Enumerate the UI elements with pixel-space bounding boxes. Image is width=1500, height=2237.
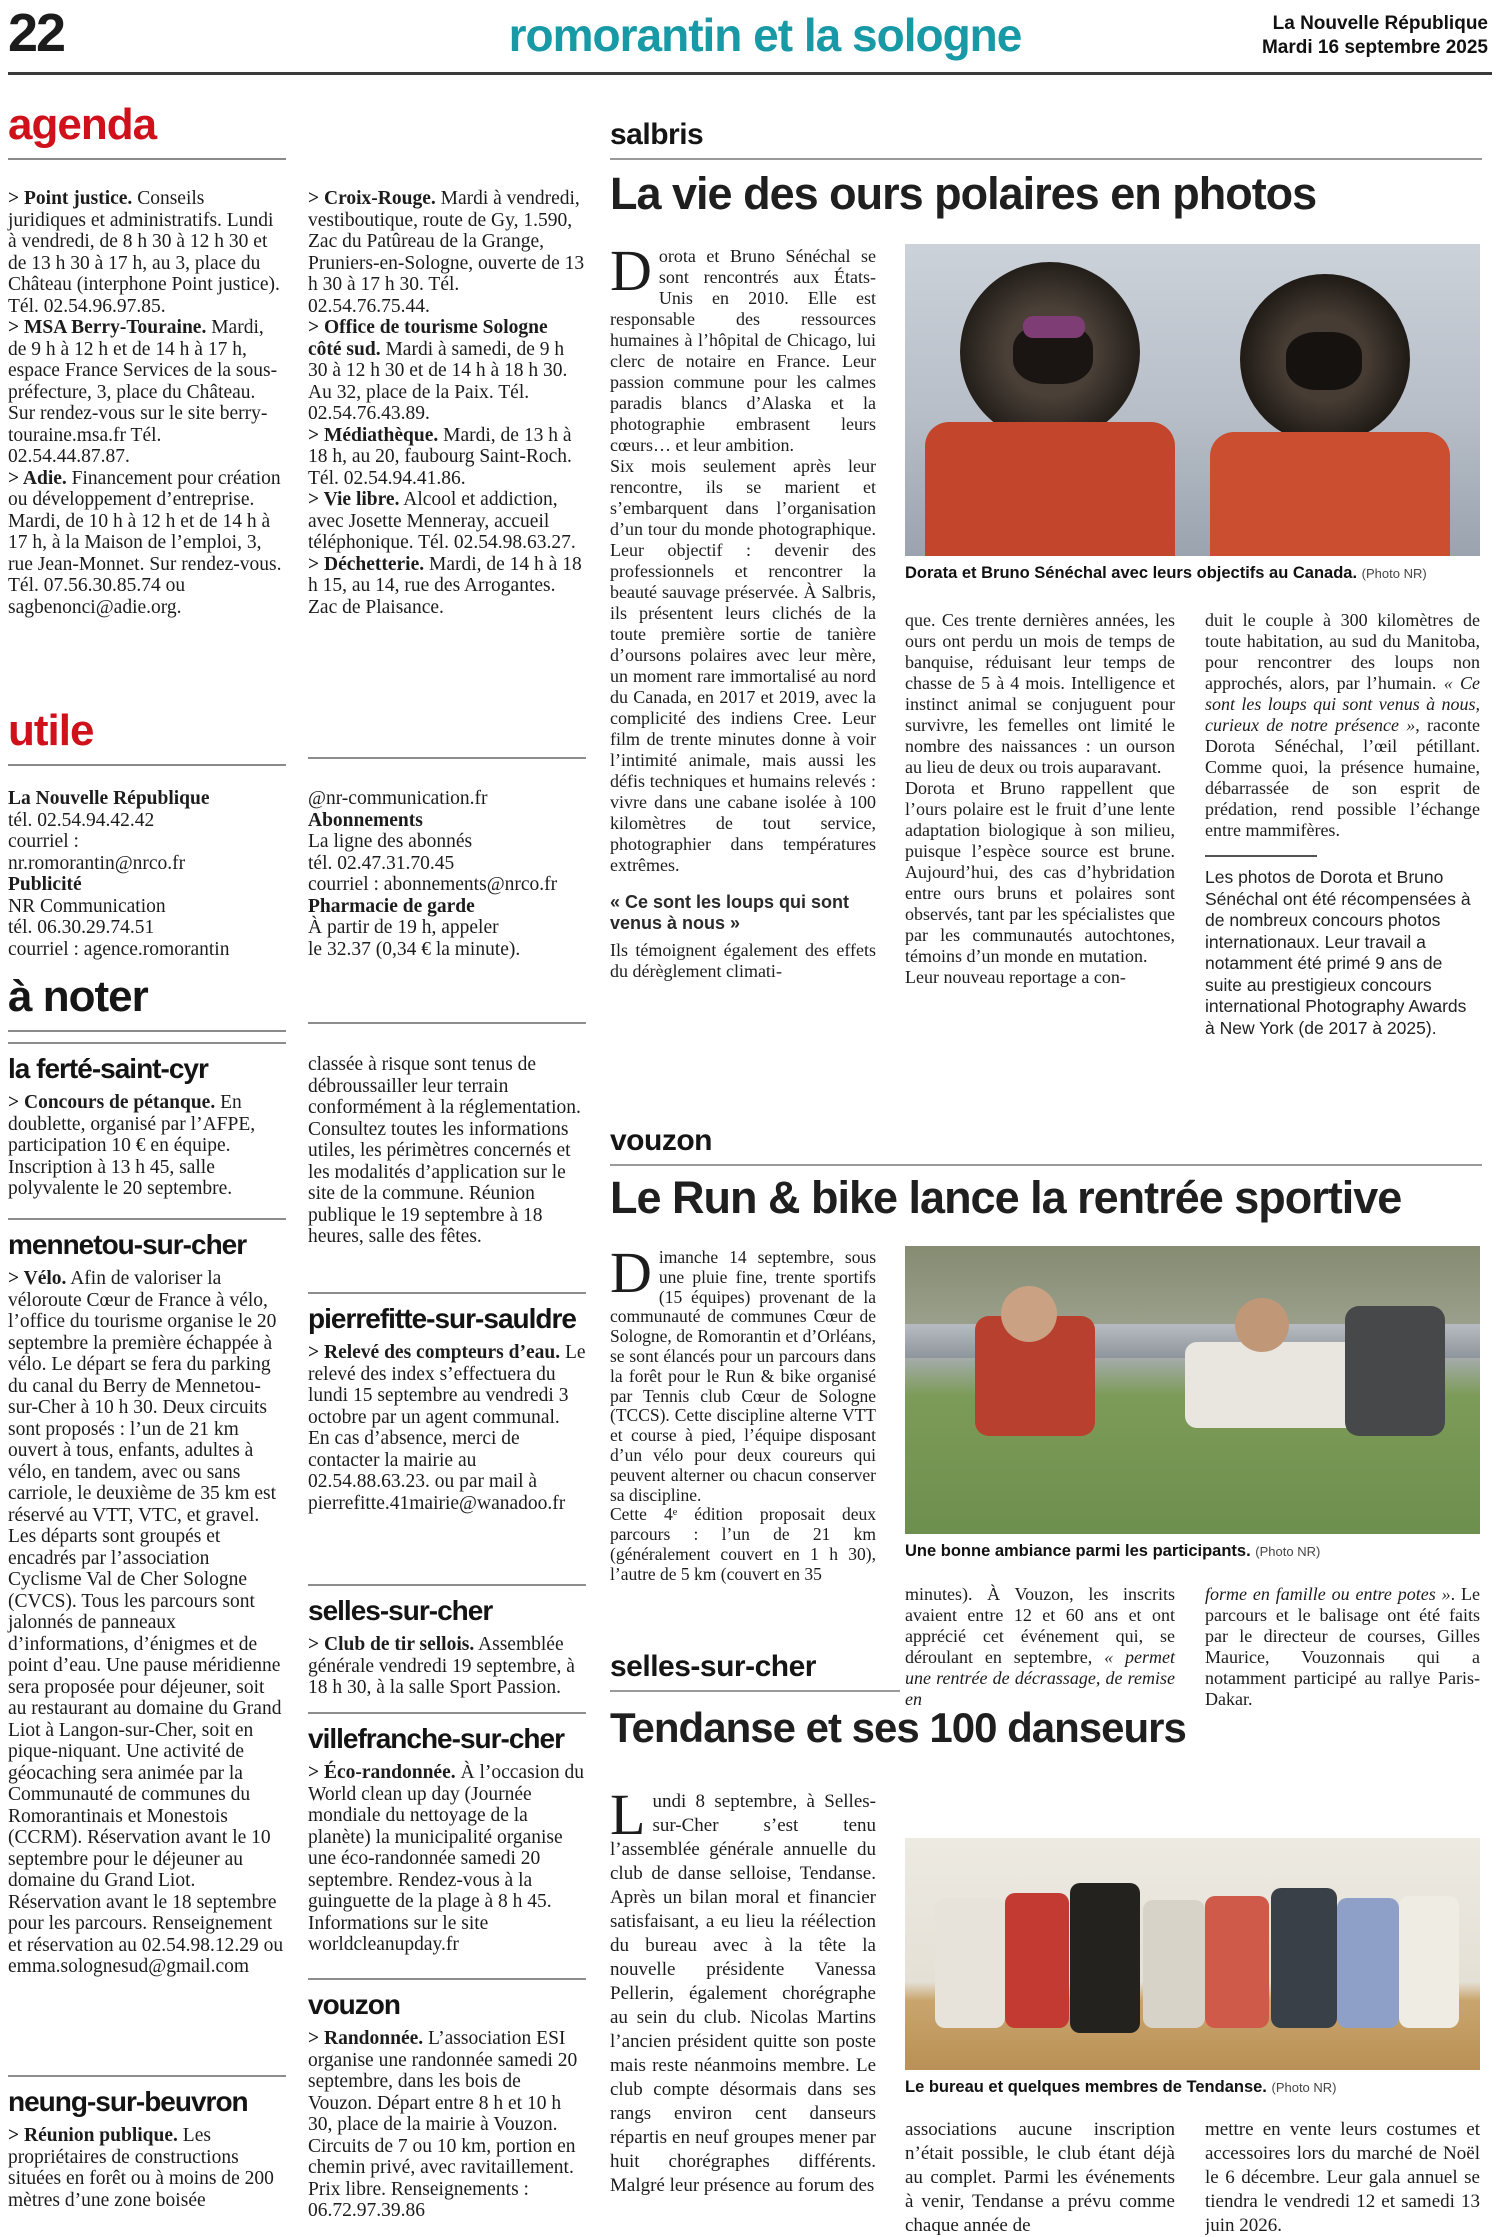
caption-text: Dorata et Bruno Sénéchal avec leurs objectifs au Canada.: [905, 564, 1358, 582]
town-heading: la ferté-saint-cyr: [8, 1042, 286, 1084]
a-noter-item-text: Assemblée générale vendredi 19 septembre, à 18 h 30, à la salle Sport Passion.: [308, 1634, 575, 1698]
agenda-item: [308, 489, 586, 554]
a-noter-item-label: > Éco-randonnée.: [308, 1762, 456, 1783]
article-paragraph: [610, 238, 876, 456]
agenda-item-text: Mardi, de 13 h à 18 h, au 20, faubourg Saint-Roch. Tél. 02.54.94.41.86.: [308, 424, 572, 489]
agenda-item: [308, 317, 586, 425]
masthead-date: Mardi 16 septembre 2025: [1261, 37, 1488, 58]
agenda-item-label: > Vie libre.: [308, 489, 400, 510]
town-heading: pierrefitte-sur-sauldre: [308, 1292, 586, 1334]
town-heading: mennetou-sur-cher: [8, 1218, 286, 1260]
drop-cap: L: [610, 1790, 646, 1847]
paragraph-text: imanche 14 septembre, sous une pluie fine, trente sportifs (15 équipes) provenant de la communauté de communes Cœur de Sologne, de Romorantin et d’Orléans, se sont élancés pour un parcours dans la forêt pour le Run & bike organisé par Tennis club Cœur de Sologne (TCCS). Cette discipline alterne VTT et course à pied, l’équipe disposant d’un vélo pour deux coureurs qui peuvent alterner ou chacun conserver sa discipline.: [610, 1247, 876, 1505]
agenda-item-label: > Médiathèque.: [308, 424, 439, 446]
utile-line: @nr-communication.fr: [308, 788, 488, 809]
utile-col2: [308, 788, 586, 960]
header-rule: [8, 72, 1492, 75]
photo-figure-head: [1235, 1298, 1289, 1352]
tendanse-col-c: [1205, 2118, 1480, 2237]
tendanse-col-b: [905, 2118, 1175, 2237]
photo-figure-face: [1286, 332, 1362, 390]
utile-line: courriel : abonnements@nrco.fr: [308, 874, 558, 895]
photo-figure: [1070, 1883, 1140, 2033]
a-noter-item-label: > Club de tir sellois.: [308, 1634, 475, 1655]
article-paragraph: Ils témoignent également des effets du dérèglement climati-: [610, 940, 876, 981]
agenda-item: [308, 554, 586, 619]
caption-text: Le bureau et quelques membres de Tendanse.: [905, 2078, 1267, 2096]
utile-line: courriel : agence.romorantin: [8, 938, 230, 960]
agenda-item-label: > MSA Berry-Touraine.: [8, 317, 207, 338]
paragraph-text: minutes). À Vouzon, les inscrits avaient entre 12 et 60 ans et ont apprécié cet événement qui, se déroulant en septembre,: [905, 1584, 1175, 1667]
drop-cap: D: [610, 1240, 652, 1305]
a-noter-item-text: Les propriétaires de constructions situées en forêt ou à moins de 200 mètres d’une zone boisée: [8, 2125, 274, 2211]
agenda-item: [8, 317, 286, 468]
article-paragraph: [905, 1584, 1175, 1710]
photo-figure-jacket: [925, 422, 1175, 556]
agenda-item-label: > Adie.: [8, 467, 67, 489]
agenda-item-label: > Déchetterie.: [308, 553, 425, 575]
a-noter-item: [8, 1268, 286, 1978]
photo-figure-white-shirt: [1185, 1342, 1365, 1428]
a-noter-col2-rule: [308, 1022, 586, 1024]
paragraph-text: duit le couple à 300 kilomètres de toute habitation, au sud du Manitoba, pour rencontrer des loups non approchés, alors, par l’humain.: [1205, 610, 1480, 693]
drop-cap: D: [610, 238, 652, 303]
utile-line: Abonnements: [308, 809, 423, 831]
utile-line: le 32.37 (0,34 € la minute).: [308, 938, 521, 960]
photo-credit: (Photo NR): [1255, 1544, 1321, 1559]
article-paragraph: Leur nouveau reportage a con-: [905, 967, 1126, 987]
utile-line: courriel :: [8, 831, 79, 852]
a-noter-heading: à noter: [8, 972, 286, 1032]
agenda-item-text: Conseils juridiques et administratifs. Lundi à vendredi, de 8 h 30 à 12 h 30 et de 13 h 30 à 17 h, au 3, place du Château (interphone Point justice). Tél. 02.54.96.97.85.: [8, 188, 280, 317]
a-noter-item-text: Afin de valoriser la véloroute Cœur de France à vélo, l’office du tourisme organise le 20 septembre la première échappée à vélo. Le départ se fera du parking du canal du Berry de Mennetou-sur-Cher à 10 h 30. Deux circuits sont proposés : l’un de 21 km ouvert à tous, enfants, adultes à vélo, en tandem, avec ou sans carriole, le deuxième de 35 km est réservé au VTT, VTC, et gravel. Les départs sont groupés et encadrés par l’association Cyclisme Val de Cher Sologne (CVCS). Tous les parcours sont jalonnés de panneaux d’informations, d’énigmes et de point d’eau. Une pause méridienne sera proposée pour déjeuner, soit au restaurant au domaine du Grand Liot à Langon-sur-Cher, soit en pique-niquant. Une activité de géocaching sera animée par la Communauté de communes du Romorantinais et Monestois (CCRM). Réservation avant le 10 septembre pour le déjeuner au domaine du Grand Liot. Réservation avant le 18 septembre pour les parcours. Renseignement et réservation au 02.54.98.12.29 ou emma.solognesud@gmail.com: [8, 1268, 284, 1977]
run-bike-photo: [905, 1246, 1480, 1534]
agenda-col1: [8, 188, 286, 618]
agenda-item-text: Mardi à vendredi, vestiboutique, route de Gy, 1.590, Zac du Patûreau de la Grange, Pruniers-en-Sologne, ouverte de 13 h 30 à 17 h 30. Tél. 02.54.76.75.44.: [308, 188, 585, 317]
paragraph-text: , raconte Dorota Sénéchal, l’œil pétillant. Comme quoi, la présence humaine, débarrassée de son esprit de prédation, rend possible l’échange entre mammifères.: [1205, 715, 1480, 840]
headline-ours-polaires: La vie des ours polaires en photos: [610, 168, 1317, 219]
photo-caption: [905, 2078, 1480, 2097]
agenda-item: [308, 188, 586, 317]
caption-text: Une bonne ambiance parmi les participants.: [905, 1542, 1251, 1560]
paragraph-text: . Le parcours et le balisage ont été faits par le directeur de courses, Gilles Maurice, Vouzonnais qui a notamment participé au rallye Paris-Dakar.: [1205, 1584, 1480, 1709]
section-label-vouzon: vouzon: [610, 1124, 1482, 1166]
utile-line: nr.romorantin@nrco.fr: [8, 852, 186, 874]
article-paragraph: [610, 1240, 876, 1505]
agenda-col2: [308, 188, 586, 618]
a-noter-villefranche: [308, 1712, 586, 1956]
agenda-item-text: Financement pour création ou développement d’entreprise. Mardi, de 10 h à 12 h et de 14 h à 17 h, à la Maison de l’emploi, 3, rue Jean-Monnet. Sur rendez-vous. Tél. 07.56.30.85.74 ou sagbenonci@adie.org.: [8, 467, 282, 618]
photo-caption: [905, 1542, 1480, 1561]
headline-run-bike: Le Run & bike lance la rentrée sportive: [610, 1172, 1402, 1223]
a-noter-mennetou: [8, 1218, 286, 1978]
note-rule: [1205, 855, 1317, 857]
town-heading: villefranche-sur-cher: [308, 1712, 586, 1754]
utile-line: tél. 06.30.29.74.51: [8, 917, 155, 938]
article-paragraph: mettre en vente leurs costumes et accessoires lors du marché de Noël le 6 décembre. Leur gala annuel se tiendra le vendredi 12 et samedi 13 juin 2026.: [1205, 2119, 1480, 2236]
photo-figure: [1337, 1898, 1399, 2028]
agenda-item-text: Mardi, de 14 h à 18 h 15, au 14, rue des Arrogantes. Zac de Plaisance.: [308, 553, 582, 618]
tendanse-group-photo: [905, 1838, 1480, 2070]
photo-figure: [1005, 1893, 1069, 2028]
utile-line: La ligne des abonnés: [308, 831, 473, 852]
salbris-col-a: [610, 238, 876, 982]
agenda-item-label: > Croix-Rouge.: [308, 188, 436, 209]
a-noter-item: [308, 1342, 586, 1514]
article-paragraph: [610, 1790, 876, 2198]
a-noter-vouzon: [308, 1978, 586, 2237]
a-noter-neung: [8, 2075, 286, 2237]
utile-line: La Nouvelle République: [8, 788, 210, 809]
photo-figure: [935, 1898, 1005, 2028]
tendanse-col-a: [610, 1790, 876, 2237]
section-label-selles: selles-sur-cher: [610, 1650, 900, 1692]
section-label-salbris: salbris: [610, 118, 1482, 160]
utile-line: tél. 02.54.94.42.42: [8, 809, 155, 831]
edition-section-title: romorantin et la sologne: [508, 9, 1022, 61]
article-paragraph: Six mois seulement après leur rencontre, ils se marient et s’embarquent dans l’organisation d’un tour du monde photographique. Leur objectif : devenir des professionnels et rencontrer la beauté sauvage préservée. À Salbris, ils présentent leurs clichés de la toute première sortie de tanière d’oursons polaires avec leur mère, un moment rare immortalisé au nord du Canada, en 2017 et 2019, avec la complicité des indiens Cree. Leur film de trente minutes donne à voir l’intimité animale, mais aussi les défis techniques et humains relevés : vivre dans une cabane isolée à 100 kilomètres de tout service, photographier dans températures extrêmes.: [610, 456, 876, 875]
agenda-heading: agenda: [8, 100, 286, 160]
a-noter-item-label: > Vélo.: [8, 1268, 67, 1289]
article-paragraph: associations aucune inscription n’était possible, le club étant déjà au complet. Parmi les événements à venir, Tendanse a prévu comme chaque année de: [905, 2119, 1175, 2236]
agenda-item-label: > Point justice.: [8, 188, 133, 209]
agenda-item-text: Mardi à samedi, de 9 h 30 à 12 h 30 et de 14 h à 18 h 30. Au 32, place de la Paix. Tél. 02.54.76.43.89.: [308, 338, 568, 424]
masthead-title: La Nouvelle République: [1272, 13, 1488, 34]
utile-heading: utile: [8, 706, 286, 766]
utile-col2-rule: [308, 757, 586, 759]
article-paragraph: Dorota et Bruno rappellent que l’ours polaire est le fruit d’une lente adaptation biologique à son milieu, puisque l’espèce source est brune. Aujourd’hui, des cas d’hybridation entre ours bruns et polaires sont observés, tant par les spécialistes que par les communautés autochtones, témoins d’un monde en mutation.: [905, 778, 1175, 966]
photo-credit: (Photo NR): [1361, 566, 1427, 581]
photo-figure-dark-shirt: [1345, 1306, 1445, 1436]
town-heading: selles-sur-cher: [308, 1584, 586, 1626]
quote-text: « permet une rentrée de décrassage, de remise en: [905, 1647, 1176, 1709]
quote-text: forme en famille ou entre potes »: [1205, 1584, 1451, 1604]
a-noter-selles: [308, 1584, 586, 1699]
agenda-item: [8, 468, 286, 619]
a-noter-ferte: [8, 1042, 286, 1200]
a-noter-item-label: > Concours de pétanque.: [8, 1092, 216, 1113]
polar-bears-photo: [905, 244, 1480, 556]
a-noter-continuation: classée à risque sont tenus de débroussailler leur terrain conformément à la réglementation. Consultez toutes les informations utiles, les périmètres concernés et les modalités d’application sur le site de la commune. Réunion publique le 19 septembre à 18 heures, salle des fêtes.: [308, 1054, 581, 1247]
utile-col1: [8, 788, 286, 960]
photo-figure-goggles: [1023, 316, 1085, 338]
photo-figure-jacket: [1210, 432, 1450, 556]
vouzon-col-c: [1205, 1584, 1480, 1710]
agenda-item-text: Alcool et addiction, avec Josette Menneray, accueil téléphonique. Tél. 02.54.98.63.27.: [308, 489, 576, 553]
agenda-item: [8, 188, 286, 317]
a-noter-item: [8, 2125, 286, 2211]
a-noter-item-text: En doublette, organisé par l’AFPE, participation 10 € en équipe. Inscription à 13 h 45, salle polyvalente le 20 septembre.: [8, 1092, 256, 1199]
utile-line: À partir de 19 h, appeler: [308, 917, 499, 938]
article-subhead: « Ce sont les loups qui sont venus à nous »: [610, 892, 850, 933]
photo-figure-head: [1001, 1286, 1057, 1342]
a-noter-pierrefitte: [308, 1292, 586, 1514]
utile-line: NR Communication: [8, 895, 166, 917]
town-heading: vouzon: [308, 1978, 586, 2020]
page-number: 22: [8, 3, 65, 63]
a-noter-item-label: > Relevé des compteurs d’eau.: [308, 1342, 561, 1363]
salbris-col-b: [905, 610, 1175, 988]
vouzon-col-a: [610, 1240, 876, 1585]
photo-figure: [1143, 1900, 1205, 2028]
vouzon-col-b: [905, 1584, 1175, 1710]
a-noter-item-label: > Randonnée.: [308, 2028, 424, 2049]
photo-caption: [905, 564, 1480, 583]
article-paragraph: que. Ces trente dernières années, les ours ont perdu un mois de temps de banquise, réduisant leur temps de chasse de 5 à 4 mois. Intelligence et instinct animal se conjuguent pour survivre, les femelles ont limité le nombre des naissances : un ourson au lieu de deux ou trois auparavant.: [905, 610, 1175, 777]
agenda-item-label: > Office de tourisme Sologne côté sud.: [308, 317, 548, 360]
headline-tendanse: Tendanse et ses 100 danseurs: [610, 1704, 1186, 1751]
paragraph-text: orota et Bruno Sénéchal se sont rencontrés aux États-Unis en 2010. Elle est responsable des ressources humaines à l’hôpital de Chicago, lui clerc de notaire en France. Leur passion commune pour les calmes paradis blancs d’Alaska et la photographie embrasent leurs cœurs… et leur ambition.: [610, 246, 876, 455]
article-paragraph: [1205, 610, 1480, 841]
photo-figure: [1399, 1896, 1459, 2028]
article-paragraph: Cette 4ᵉ édition proposait deux parcours : l’un de 21 km (généralement couvert en 1 h 30), l’autre de 5 km (couvert en 35: [610, 1504, 876, 1584]
a-noter-item-text: À l’occasion du World clean up day (Journée mondiale du nettoyage de la planète) la municipalité organise une éco-randonnée samedi 20 septembre. Rendez-vous à la guinguette de la plage à 8 h 45. Informations sur le site worldcleanupday.fr: [308, 1762, 584, 1955]
photo-figure: [1205, 1896, 1269, 2028]
a-noter-item-text: Le relevé des index s’effectuera du lundi 15 septembre au vendredi 3 octobre par un agent communal. En cas d’absence, merci de contacter la mairie au 02.54.88.63.23. ou par mail à pierrefitte.41mairie@wanadoo.fr: [308, 1342, 586, 1514]
agenda-item-text: Mardi, de 9 h à 12 h et de 14 h à 17 h, espace France Services de la sous-préfecture, 3, place du Château. Sur rendez-vous sur le site berry-touraine.msa.fr Tél. 02.54.44.87.87.: [8, 317, 278, 467]
a-noter-item-label: > Réunion publique.: [8, 2125, 178, 2146]
a-noter-item: [8, 1092, 286, 1200]
utile-line: tél. 02.47.31.70.45: [308, 852, 455, 874]
article-paragraph: [1205, 1584, 1480, 1710]
awards-note: Les photos de Dorota et Bruno Sénéchal ont été récompensées à de nombreux concours photos internationaux. Leur travail a notamment été primé 9 ans de suite au prestigieux concours international Photography Awards à New York (de 2017 à 2025).: [1205, 867, 1471, 1038]
utile-line: Pharmacie de garde: [308, 895, 475, 917]
a-noter-item: [308, 1762, 586, 1956]
masthead: [1262, 12, 1488, 60]
photo-figure: [1271, 1888, 1337, 2028]
a-noter-item-text: L’association ESI organise une randonnée samedi 20 septembre, dans les bois de Vouzon. Départ entre 8 h et 10 h 30, place de la mairie à Vouzon. Circuits de 7 ou 10 km, portion en chemin privé, avec ravitaillement. Prix libre. Renseignements : 06.72.97.39.86: [308, 2028, 578, 2221]
utile-line: Publicité: [8, 874, 82, 895]
a-noter-item: [308, 2028, 586, 2222]
salbris-col-c: [1205, 610, 1480, 1039]
a-noter-item: [308, 1634, 586, 1699]
agenda-item: [308, 425, 586, 490]
photo-credit: (Photo NR): [1271, 2080, 1337, 2095]
town-heading: neung-sur-beuvron: [8, 2075, 286, 2117]
paragraph-text: undi 8 septembre, à Selles-sur-Cher s’est tenu l’assemblée générale annuelle du club de danse selloise, Tendanse. Après un bilan moral et financier satisfaisant, a eu lieu la réélection du bureau avec à la tête la nouvelle présidente Vanessa Pellerin, également chorégraphe au sein du club. Nicolas Martins l’ancien président quitte son poste mais reste néanmoins membre. Le club compte désormais dans ses rangs environ cent danseurs répartis en neuf groupes mener par huit chorégraphes différents. Malgré leur présence au forum des: [610, 1791, 876, 2196]
quote-text: « Ce sont les loups qui sont venus à nous, curieux de notre présence »: [1205, 673, 1480, 735]
